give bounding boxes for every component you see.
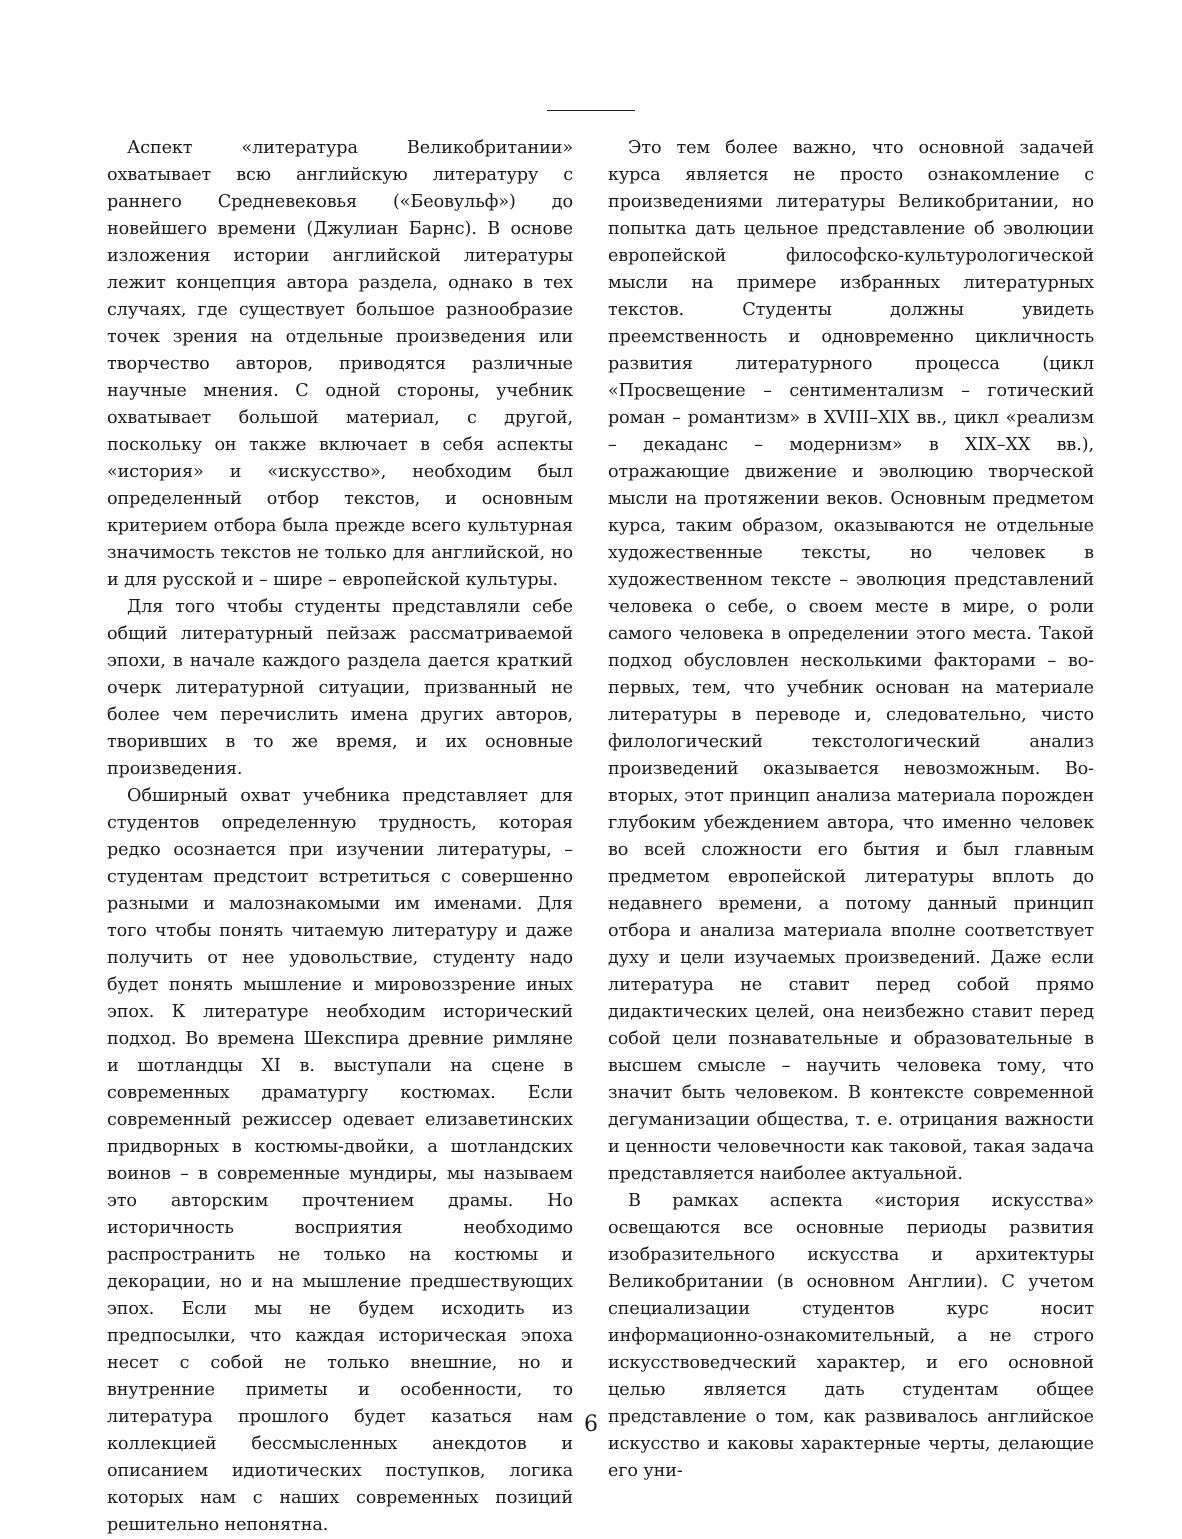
header-rule <box>547 110 635 111</box>
right-column <box>608 135 1094 1485</box>
paragraph: Аспект «литература Великобритании» охватывает всю английскую литературу с раннего Средневековья («Беовульф») до новейшего времени (Джулиан Барнс). В основе изложения истории английской литературы лежит концепция автора раздела, однако в тех случаях, где существует большое разнообразие точек зрения на отдельные произведения или творчество авторов, приводятся различные научные мнения. С одной стороны, учебник охватывает большой материал, с другой, поскольку он также включает в себя аспекты «история» и «искусство», необходим был определенный отбор текстов, и основным критерием отбора была прежде всего культурная значимость текстов не только для английской, но и для русской и – шире – европейской культуры. <box>107 138 573 590</box>
left-column <box>107 135 573 1539</box>
paragraph: Для того чтобы студенты представляли себе общий литературный пейзаж рассматриваемой эпохи, в начале каждого раздела дается краткий очерк литературной ситуации, призванный не более чем перечислить имена других авторов, творивших в то же время, и их основные произведения. <box>107 597 573 779</box>
paragraph: В рамках аспекта «история искусства» освещаются все основные периоды развития изобразительного искусства и архитектуры Великобритании (в основном Англии). С учетом специализации студентов курс носит информационно-ознакомительный, а не строго искусствоведческий характер, и его основной целью является дать студентам общее представление о том, как развивалось английское искусство и каковы характерные черты, делающие его уни- <box>608 1191 1094 1481</box>
paragraph: Это тем более важно, что основной задачей курса является не просто ознакомление с произведениями литературы Великобритании, но попытка дать цельное представление об эволюции европейской философско-культурологической мысли на примере избранных литературных текстов. Студенты должны увидеть преемственность и одновременно цикличность развития литературного процесса (цикл «Просвещение – сентиментализм – готический роман – романтизм» в XVIII–XIX вв., цикл «реализм – декаданс – модернизм» в XIX–XX вв.), отражающие движение и эволюцию творческой мысли на протяжении веков. Основным предметом курса, таким образом, оказываются не отдельные художественные тексты, но человек в художественном тексте – эволюция представлений человека о себе, о своем месте в мире, о роли самого человека в определении этого места. Такой подход обусловлен несколькими факторами – во-первых, тем, что учебник основан на материале литературы в переводе и, следовательно, чисто филологический текстологический анализ произведений оказывается невозможным. Во-вторых, этот принцип анализа материала порожден глубоким убеждением автора, что именно человек во всей сложности его бытия и был главным предметом европейской литературы вплоть до недавнего времени, а потому данный принцип отбора и анализа материала вполне соответствует духу и цели изучаемых произведений. Даже если литература не ставит перед собой прямо дидактических целей, она неизбежно ставит перед собой цели познавательные и образовательные в высшем смысле – научить человека тому, что значит быть человеком. В контексте современной дегуманизации общества, т. е. отрицания важности и ценности человечности как таковой, такая задача представляется наиболее актуальной. <box>608 138 1094 1184</box>
page-number: 6 <box>584 1412 598 1437</box>
paragraph: Обширный охват учебника представляет для студентов определенную трудность, которая редко осознается при изучении литературы, – студентам предстоит встретиться с совершенно разными и малознакомыми им именами. Для того чтобы понять читаемую литературу и даже получить от нее удовольствие, студенту надо будет понять мышление и мировоззрение иных эпох. К литературе необходим исторический подход. Во времена Шекспира древние римляне и шотландцы XI в. выступали на сцене в современных драматургу костюмах. Если современный режиссер одевает елизаветинских придворных в костюмы-двойки, а шотландских воинов – в современные мундиры, мы называем это авторским прочтением драмы. Но историчность восприятия необходимо распространить не только на костюмы и декорации, но и на мышление предшествующих эпох. Если мы не будем исходить из предпосылки, что каждая историческая эпоха несет с собой не только внешние, но и внутренние приметы и особенности, то литература прошлого будет казаться нам коллекцией бессмысленных анекдотов и описанием идиотических поступков, логика которых нам с наших современных позиций решительно непонятна. <box>107 786 573 1535</box>
